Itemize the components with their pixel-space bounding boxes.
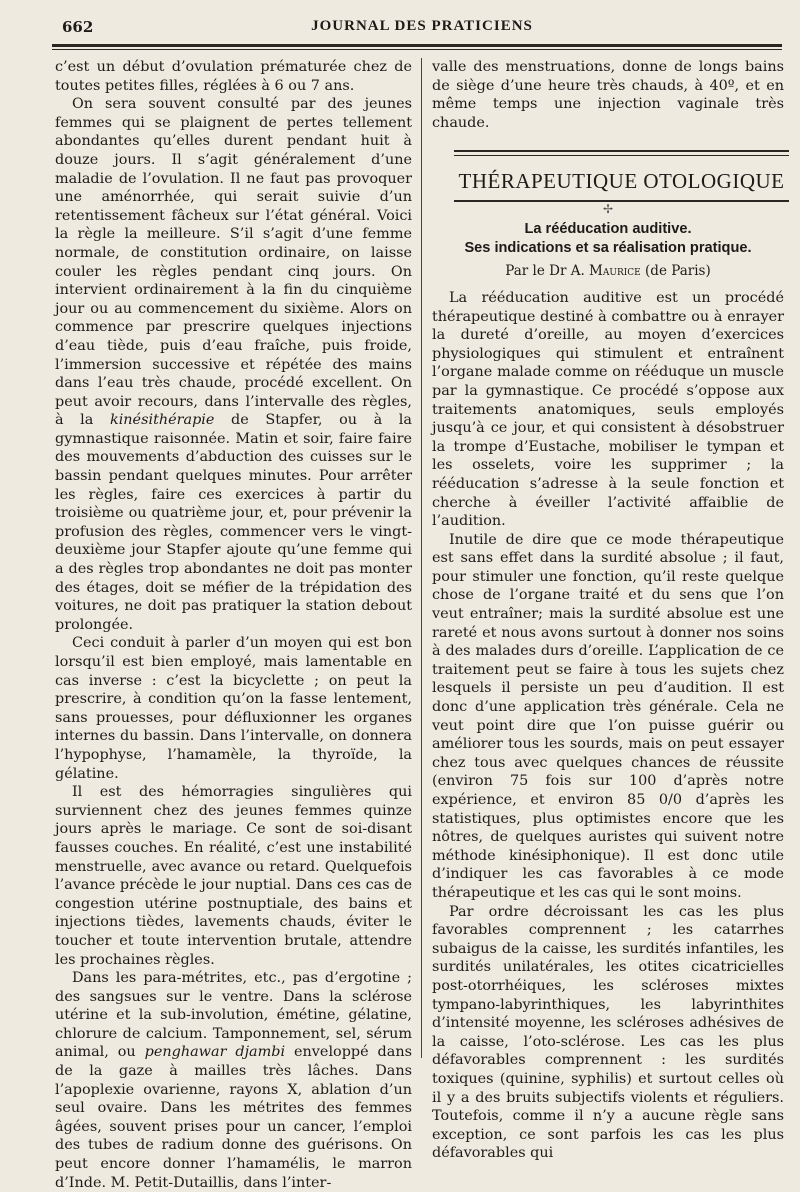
paragraph: Dans les para-métrites, etc., pas d’ergotine ; des sangsues sur le ventre. Dans la sclérose utérine et la sub-involution, émétine, gélatine, chlorure de calcium. Tamponnement, sel, sérum animal, ou penghawar djambi enveloppé dans de la gaze à mailles très lâches. Dans l’apoplexie ovarienne, rayons X, ablation d’un seul ovaire. Dans les métrites des femmes âgées, souvent prises pour un cancer, l’emploi des tubes de radium donne des guérisons. On peut encore donner l’hamamélis, le marron d’Inde. M. Petit-Dutaillis, dans l’inter- (55, 970, 413, 1191)
byline: Par le Dr A. Maurice (de Paris) (505, 263, 711, 280)
page-number: 662 (62, 18, 94, 36)
paragraph: Inutile de dire que ce mode thérapeutique est sans effet dans la surdité absolue ; il faut, pour stimuler une fonction, qu’il reste quelque chose de l’organe traité et du sens que l’on veut entraîner; mais la surdité absolue est une rareté et nous avons surtout à donner nos soins à des malades durs d’oreille. L’application de ce traitement peut se faire à tous les sujets chez lesquels il persiste un peu d’audition. Il est donc d’une application très générale. Cela ne veut point dire que l’on puisse guérir ou améliorer tous les sourds, mais on peut essayer chez tous avec quelques chances de réussite (environ 75 fois sur 100 d’après notre expérience, et environ 85 0/0 d’après les statistiques, plus optimistes encore que les nôtres, de quelques auristes qui suivent notre méthode kinésiphonique). Il est donc utile d’indiquer les cas favorables à ce mode thérapeutique et les cas qui le sont moins. (432, 531, 784, 901)
header-rule-thin (52, 49, 782, 50)
paragraph: La rééducation auditive est un procédé thérapeutique destiné à combattre ou à enrayer la dureté d’oreille, au moyen d’exercices physiologiques qui stimulent et entraînent l’organe malade comme on rééduque un muscle par la gymnastique. Ce procédé s’oppose aux traitements anatomiques, seuls employés jusqu’à ce jour, et qui consistent à désobstruer la trompe d’Eustache, mobiliser le tympan et les osselets, voire les supprimer ; la rééducation s’adresse à la seule fonction et cherche à éveiller l’activité affaiblie de l’audition. (432, 289, 784, 530)
italic-term: penghawar djambi (144, 1044, 286, 1061)
section-title: THÉRAPEUTIQUE OTOLOGIQUE (458, 169, 785, 194)
paragraph: On sera souvent consulté par des jeunes femmes qui se plaignent de pertes tellement abondantes qu’elles durent pendant huit à douze jours. Il s’agit généralement d’une maladie de l’ovulation. Il ne faut pas provoquer une aménorrhée, qui serait suivie d’un retentissement fâcheux sur l’état général. Voici la règle la meilleure. S’il s’agit d’une femme normale, de constitution ordinaire, on laisse couler les règles pendant cinq jours. On intervient ordinairement à la fin du cinquième jour ou au commencement du sixième. Alors on commence par prescrire quelques injections d’eau tiède, puis d’eau fraîche, puis froide, l’immersion successive et répétée des mains dans l’eau très chaude, procédé excellent. On peut avoir recours, dans l’intervalle des règles, à la kinésithérapie de Stapfer, ou à la gymnastique raisonnée. Matin et soir, faire faire des mouvements d’abduction des cuisses sur le bassin pendant quelques minutes. Pour arrêter les règles, faire ces exercices à partir du troisième ou quatrième jour, et, pour prévenir la profusion des règles, commencer vers le vingt-deuxième jour Stapfer ajoute qu’une femme qui a des règles trop abondantes ne doit pas monter des étages, doit se méfier de la trépidation des voitures, ne doit pas pratiquer la station debout prolongée. (55, 96, 412, 633)
paragraph: Ceci conduit à parler d’un moyen qui est bon lorsqu’il est bien employé, mais lamentable en cas inverse : c’est la bicyclette ; on peut la prescrire, à condition qu’on la fasse lentement, sans prouesses, pour défluxionner les organes internes du bassin. Dans l’intervalle, on donnera l’hypophyse, l’hamamèle, la thyroïde, la gélatine. (55, 635, 412, 782)
left-column (55, 58, 412, 1192)
paragraph: valle des menstruations, donne de longs bains de siège d’une heure très chauds, à 40º, et en même temps une injection vaginale très chaude. (432, 59, 784, 131)
right-column (432, 58, 784, 1163)
section-rule (454, 150, 789, 152)
section-rule-thin (454, 155, 789, 156)
column-divider (421, 58, 422, 1058)
italic-term: kinésithérapie (109, 412, 215, 429)
journal-title: JOURNAL DES PRATICIENS (311, 18, 533, 34)
paragraph: c’est un début d’ovulation prématurée chez de toutes petites filles, réglées à 6 ou 7 ans. (55, 59, 412, 94)
page-header (62, 18, 782, 40)
header-rule (52, 44, 782, 47)
article-title: La rééducation auditive. Ses indications et sa réalisation pratique. (464, 221, 752, 257)
ornament-icon: ✢ (602, 202, 614, 217)
paragraph: Par ordre décroissant les cas les plus favorables comprennent ; les catarrhes subaigus de la caisse, les surdités infantiles, les surdités unilatérales, les otites cicatricielles post-otorrhéiques, les scléroses mixtes tympano-labyrinthiques, les labyrinthites d’intensité moyenne, les scléroses adhésives de la caisse, l’oto-sclérose. Les cas les plus défavorables comprennent : les surdités toxiques (quinine, syphilis) et surtout celles où il y a des bruits subjectifs violents et réguliers. Toutefois, comme il n’y a aucune règle sans exception, ce sont parfois les cas les plus défavorables qui (432, 903, 784, 1162)
paragraph: Il est des hémorragies singulières qui surviennent chez des jeunes femmes quinze jours après le mariage. Ce sont de soi-disant fausses couches. En réalité, c’est une instabilité menstruelle, avec avance ou retard. Quelquefois l’avance précède le jour nuptial. Dans ces cas de congestion utérine postnuptiale, des bains et injections tièdes, lavements chauds, éviter le toucher et toute intervention brutale, attendre les prochaines règles. (55, 784, 412, 968)
